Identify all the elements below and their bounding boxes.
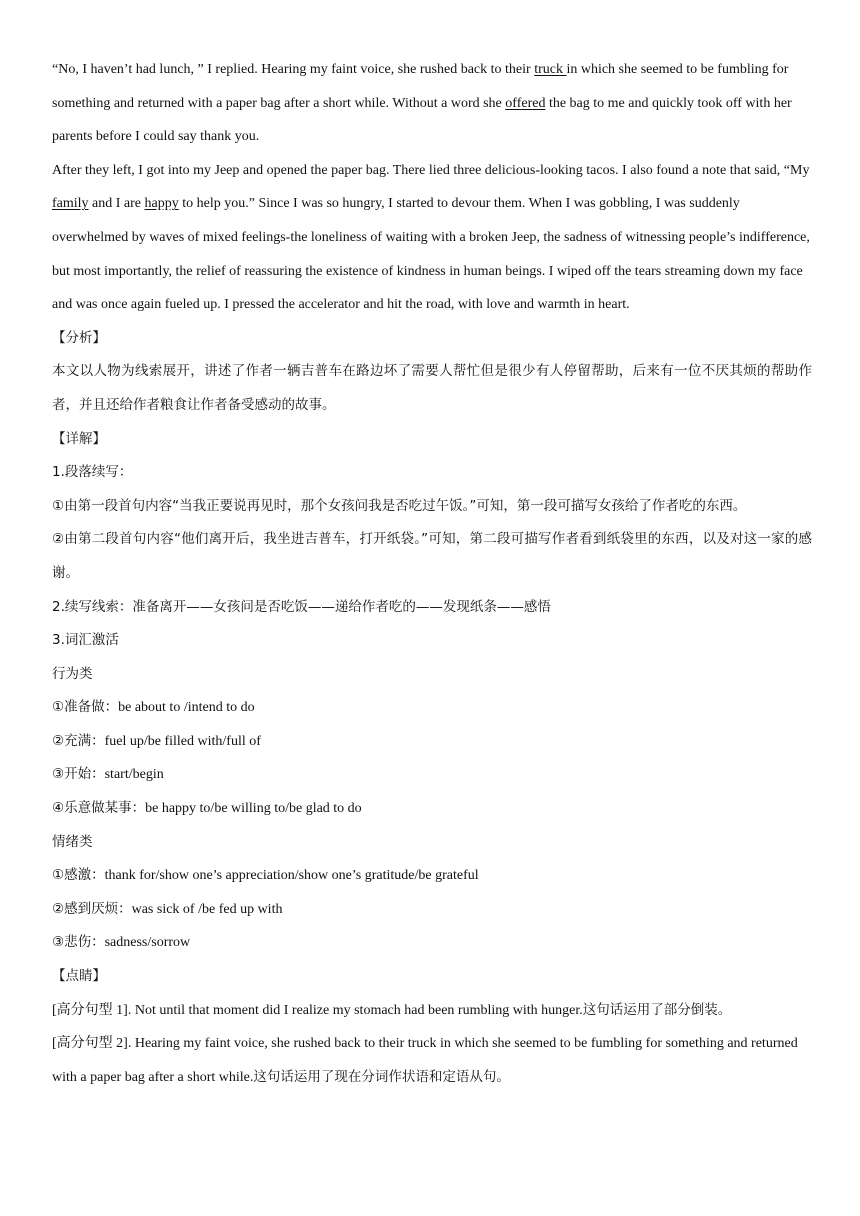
vocab-label: ③悲伤： bbox=[52, 934, 105, 951]
analysis-heading: 【分析】 bbox=[52, 329, 106, 346]
vocab-value: be about to /intend to do bbox=[118, 700, 255, 716]
details-item-3-title: 3.词汇激活 bbox=[52, 632, 119, 649]
vocab-label: ③开始： bbox=[52, 766, 105, 783]
vocab-item bbox=[52, 926, 812, 960]
details-heading: 【详解】 bbox=[52, 430, 106, 447]
highlight-sentence-1 bbox=[52, 994, 812, 1028]
text-run: to help you.” Since I was so hungry, I started to devour them. When I was gobbling, I was suddenly overwhelmed by waves of mixed feelings-the loneliness of waiting with a broken Jeep, the sadness of witnessing people’s indifference, but most importantly, the relief of reassuring the existence of kindness in human beings. I wiped off the tears streaming down my face and was once again fueled up. I pressed the accelerator and hit the road, with love and warmth in heart. bbox=[52, 196, 810, 313]
details-item-1-title: 1.段落续写： bbox=[52, 464, 133, 481]
vocab-value: fuel up/be filled with/full of bbox=[104, 733, 261, 749]
details-item-1a: ①由第一段首句内容“当我正要说再见时，那个女孩问我是否吃过午饭。”可知，第一段可描写女孩给了作者吃的东西。 bbox=[52, 497, 747, 514]
vocab-label: ②感到厌烦： bbox=[52, 900, 132, 917]
story-paragraph-2 bbox=[52, 154, 812, 322]
vocab-item bbox=[52, 758, 812, 792]
vocab-value: start/begin bbox=[104, 767, 164, 783]
vocab-value: thank for/show one’s appreciation/show one’s gratitude/be grateful bbox=[104, 868, 479, 884]
vocab-label: ②充满： bbox=[52, 732, 105, 749]
vocab-label: ④乐意做某事： bbox=[52, 800, 146, 817]
document-page bbox=[52, 53, 812, 1094]
underlined-word-family: family bbox=[52, 196, 89, 212]
text-run: the bag to me and quickly took off with her parents before I could say thank you. bbox=[52, 95, 792, 145]
vocab-value: sadness/sorrow bbox=[104, 935, 191, 951]
details-item-1b: ②由第二段首句内容“他们离开后，我坐进吉普车，打开纸袋。”可知，第二段可描写作者看到纸袋里的东西，以及对这一家的感谢。 bbox=[52, 531, 812, 581]
highlight-heading: 【点睛】 bbox=[52, 968, 106, 985]
text-run: “No, I haven’t had lunch, ” I replied. Hearing my faint voice, she rushed back to their bbox=[52, 62, 535, 77]
vocab-item bbox=[52, 893, 812, 927]
sentence-note: 这句话运用了部分倒装。 bbox=[582, 1001, 732, 1018]
vocab-item bbox=[52, 691, 812, 725]
highlight-sentence-2 bbox=[52, 1027, 812, 1094]
vocab-item bbox=[52, 792, 812, 826]
text-run: in which she seemed to be fumbling for something and returned with a paper bag after a short while. Without a word she bbox=[52, 62, 789, 111]
sentence-english: Not until that moment did I realize my stomach had been rumbling with hunger. bbox=[134, 1002, 583, 1018]
vocab-label: ①感激： bbox=[52, 867, 105, 884]
vocab-item bbox=[52, 725, 812, 759]
emotion-category-title: 情绪类 bbox=[52, 833, 93, 850]
underlined-word-happy: happy bbox=[144, 196, 179, 212]
sentence-english: Hearing my faint voice, she rushed back to their truck in which she seemed to be fumbling for something and returned with a paper bag after a short while. bbox=[52, 1036, 798, 1085]
story-paragraph-1 bbox=[52, 53, 812, 154]
text-run: After they left, I got into my Jeep and opened the paper bag. There lied three delicious-looking tacos. I also found a note that said, “My bbox=[52, 162, 810, 178]
vocab-label: ①准备做： bbox=[52, 699, 119, 716]
sentence-label: [高分句型 1]. bbox=[52, 1002, 135, 1018]
analysis-text: 本文以人物为线索展开，讲述了作者一辆吉普车在路边坏了需要人帮忙但是很少有人停留帮助，后来有一位不厌其烦的帮助作者，并且还给作者粮食让作者备受感动的故事。 bbox=[52, 363, 812, 413]
vocab-value: be happy to/be willing to/be glad to do bbox=[145, 801, 362, 817]
details-item-2: 2.续写线索：准备离开——女孩问是否吃饭——递给作者吃的——发现纸条——感悟 bbox=[52, 598, 551, 615]
vocab-item bbox=[52, 859, 812, 893]
underlined-word-offered: offered bbox=[505, 95, 546, 111]
sentence-label: [高分句型 2]. bbox=[52, 1036, 135, 1052]
vocab-value: was sick of /be fed up with bbox=[131, 901, 283, 917]
behavior-category-title: 行为类 bbox=[52, 665, 93, 682]
text-run: and I are bbox=[88, 196, 145, 212]
sentence-note: 这句话运用了现在分词作状语和定语从句。 bbox=[253, 1068, 510, 1085]
underlined-word-truck: truck bbox=[534, 62, 567, 77]
